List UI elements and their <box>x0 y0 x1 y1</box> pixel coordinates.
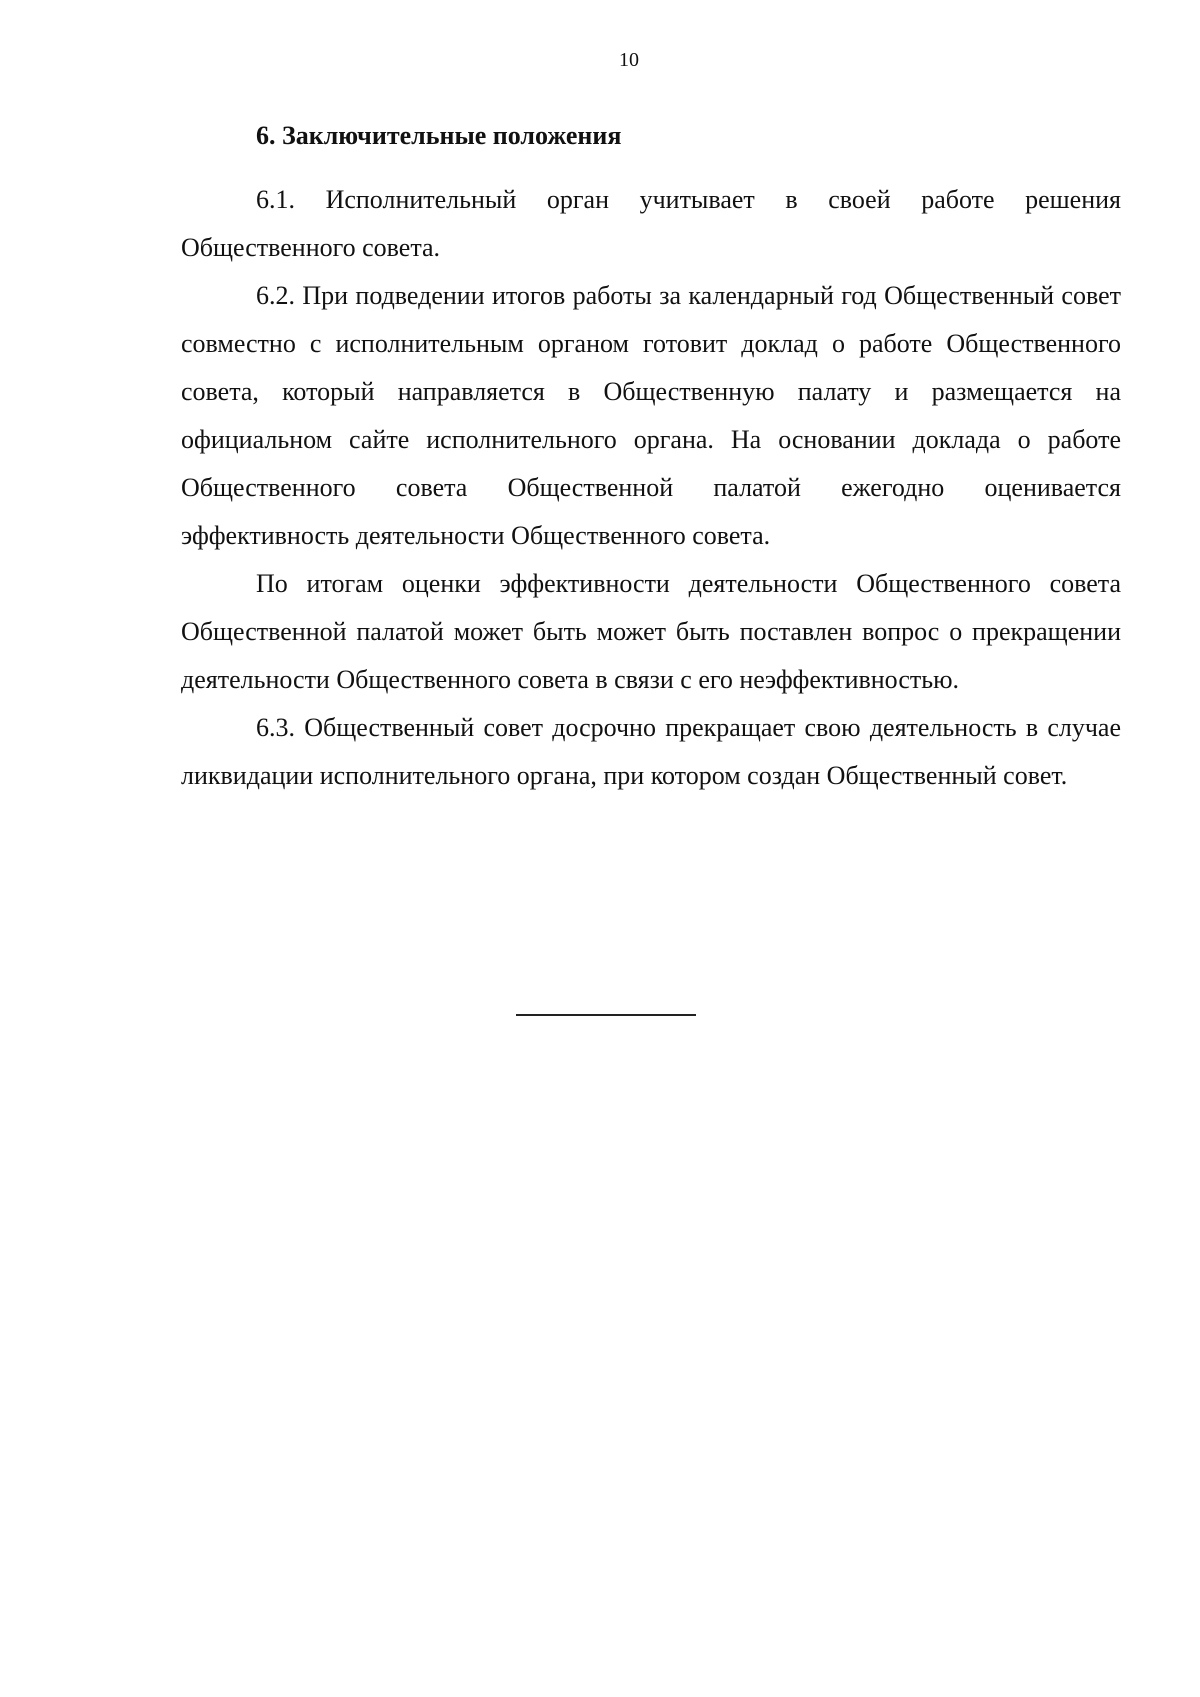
paragraph-6-3: 6.3. Общественный совет досрочно прекращает свою деятельность в случае ликвидации исполнительного органа, при котором создан Общественный совет. <box>181 713 1121 790</box>
paragraph-evaluation: По итогам оценки эффективности деятельности Общественного совета Общественной палатой может быть может быть поставлен вопрос о прекращении деятельности Общественного совета в связи с его неэффективностью. <box>181 569 1121 694</box>
paragraph-6-2: 6.2. При подведении итогов работы за календарный год Общественный совет совместно с исполнительным органом готовит доклад о работе Общественного совета, который направляется в Общественную палату и размещается на официальном сайте исполнительного органа. На основании доклада о работе Общественного совета Общественной палатой ежегодно оценивается эффективность деятельности Общественного совета. <box>181 281 1121 550</box>
page-number: 10 <box>619 49 639 71</box>
paragraph-6-1: 6.1. Исполнительный орган учитывает в своей работе решения Общественного совета. <box>181 185 1121 262</box>
section-heading: 6. Заключительные положения <box>256 121 622 150</box>
end-divider-line <box>516 1014 696 1016</box>
document-body <box>181 112 1121 800</box>
